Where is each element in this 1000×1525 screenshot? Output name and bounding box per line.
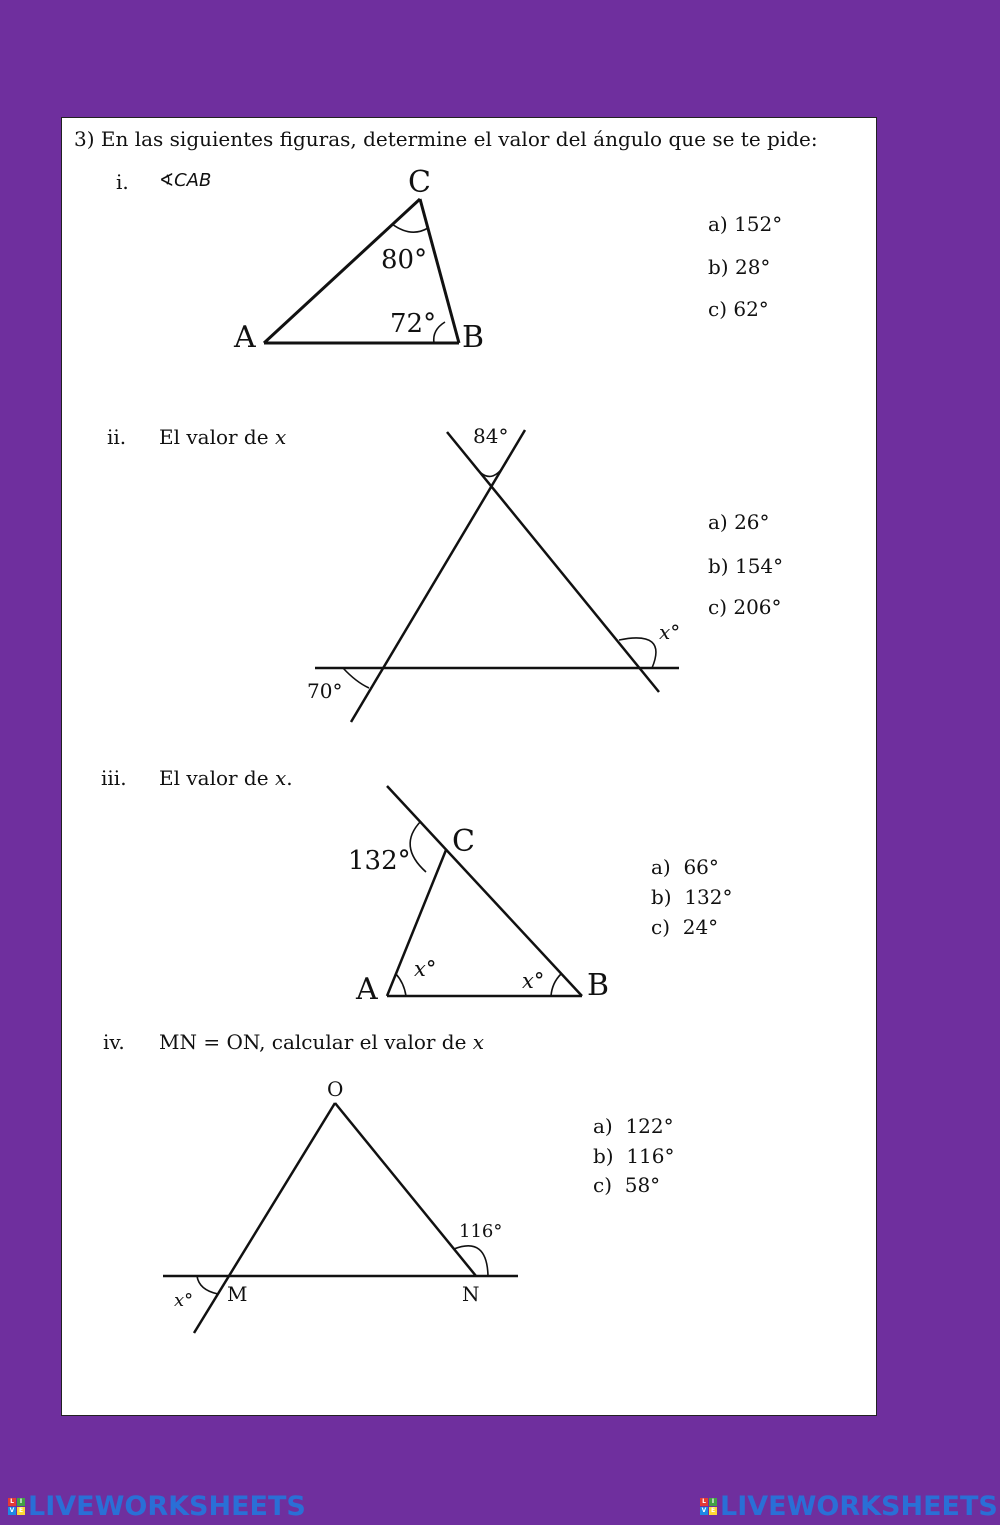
triangle-figure-iv <box>152 1068 552 1348</box>
prompt-var-iii: x <box>274 766 287 790</box>
option-c-i[interactable]: c) 62° <box>708 297 769 321</box>
option-b-ii[interactable]: b) 154° <box>708 554 784 578</box>
brand-text-right: LIVEWORKSHEETS <box>720 1490 998 1522</box>
question-number-ii: ii. <box>107 425 127 449</box>
question-prompt-ii <box>159 425 286 449</box>
prompt-var-iv: x <box>472 1030 485 1054</box>
angle-label-x-b-iii: x° <box>522 969 545 993</box>
option-b-iii[interactable]: b) 132° <box>651 885 733 909</box>
question-prompt-iii <box>159 766 293 790</box>
angle-label-72: 72° <box>390 309 437 339</box>
triangle-figure-i <box>222 168 522 358</box>
angle-label-x-iv: x° <box>174 1290 194 1311</box>
liveworksheets-icon: L I V E <box>701 1497 716 1514</box>
brand-text-left: LIVEWORKSHEETS <box>28 1490 306 1522</box>
question-number-i: i. <box>116 170 129 194</box>
vertex-label-a: A <box>234 320 256 355</box>
angle-label-x-a-iii: x° <box>414 957 437 981</box>
prompt-text-ii: El valor de <box>159 425 275 449</box>
option-a-iv[interactable]: a) 122° <box>593 1114 674 1138</box>
angle-label-70: 70° <box>307 679 343 703</box>
vertex-label-c-iii: C <box>452 824 475 859</box>
question-number-iv: iv. <box>103 1030 125 1054</box>
vertex-label-n: N <box>462 1282 480 1306</box>
option-b-i[interactable]: b) 28° <box>708 255 771 279</box>
angle-label-132: 132° <box>348 846 411 876</box>
question-prompt-iv <box>159 1030 484 1054</box>
exercise-title: 3) En las siguientes figuras, determine el valor del ángulo que se te pide: <box>74 127 818 151</box>
triangle-figure-ii <box>302 418 702 738</box>
liveworksheets-logo-right <box>700 1490 998 1522</box>
option-c-iii[interactable]: c) 24° <box>651 915 719 939</box>
prompt-text-iv: MN = ON, calcular el valor de <box>159 1030 473 1054</box>
liveworksheets-logo-left <box>8 1490 306 1522</box>
vertex-label-c: C <box>408 168 431 200</box>
option-b-iv[interactable]: b) 116° <box>593 1144 675 1168</box>
vertex-label-b-iii: B <box>587 968 610 1003</box>
prompt-suffix-iii: . <box>286 766 293 790</box>
worksheet-page <box>61 117 877 1416</box>
vertex-label-m: M <box>227 1282 248 1306</box>
option-c-iv[interactable]: c) 58° <box>593 1173 661 1197</box>
question-prompt-i: ∢CAB <box>159 170 212 191</box>
option-a-ii[interactable]: a) 26° <box>708 510 770 534</box>
liveworksheets-icon: L I V E <box>9 1497 24 1514</box>
option-c-ii[interactable]: c) 206° <box>708 595 782 619</box>
prompt-var-ii: x <box>274 425 287 449</box>
prompt-text-iii: El valor de <box>159 766 275 790</box>
angle-label-x-ii: x° <box>659 620 681 644</box>
question-number-iii: iii. <box>101 766 127 790</box>
angle-label-116: 116° <box>459 1221 503 1242</box>
vertex-label-o: O <box>327 1077 344 1101</box>
option-a-i[interactable]: a) 152° <box>708 212 783 236</box>
angle-label-84: 84° <box>473 424 509 448</box>
triangle-figure-iii <box>342 778 642 1008</box>
vertex-label-b: B <box>462 320 485 355</box>
option-a-iii[interactable]: a) 66° <box>651 855 719 879</box>
vertex-label-a-iii: A <box>356 972 378 1007</box>
angle-label-80: 80° <box>381 245 428 275</box>
